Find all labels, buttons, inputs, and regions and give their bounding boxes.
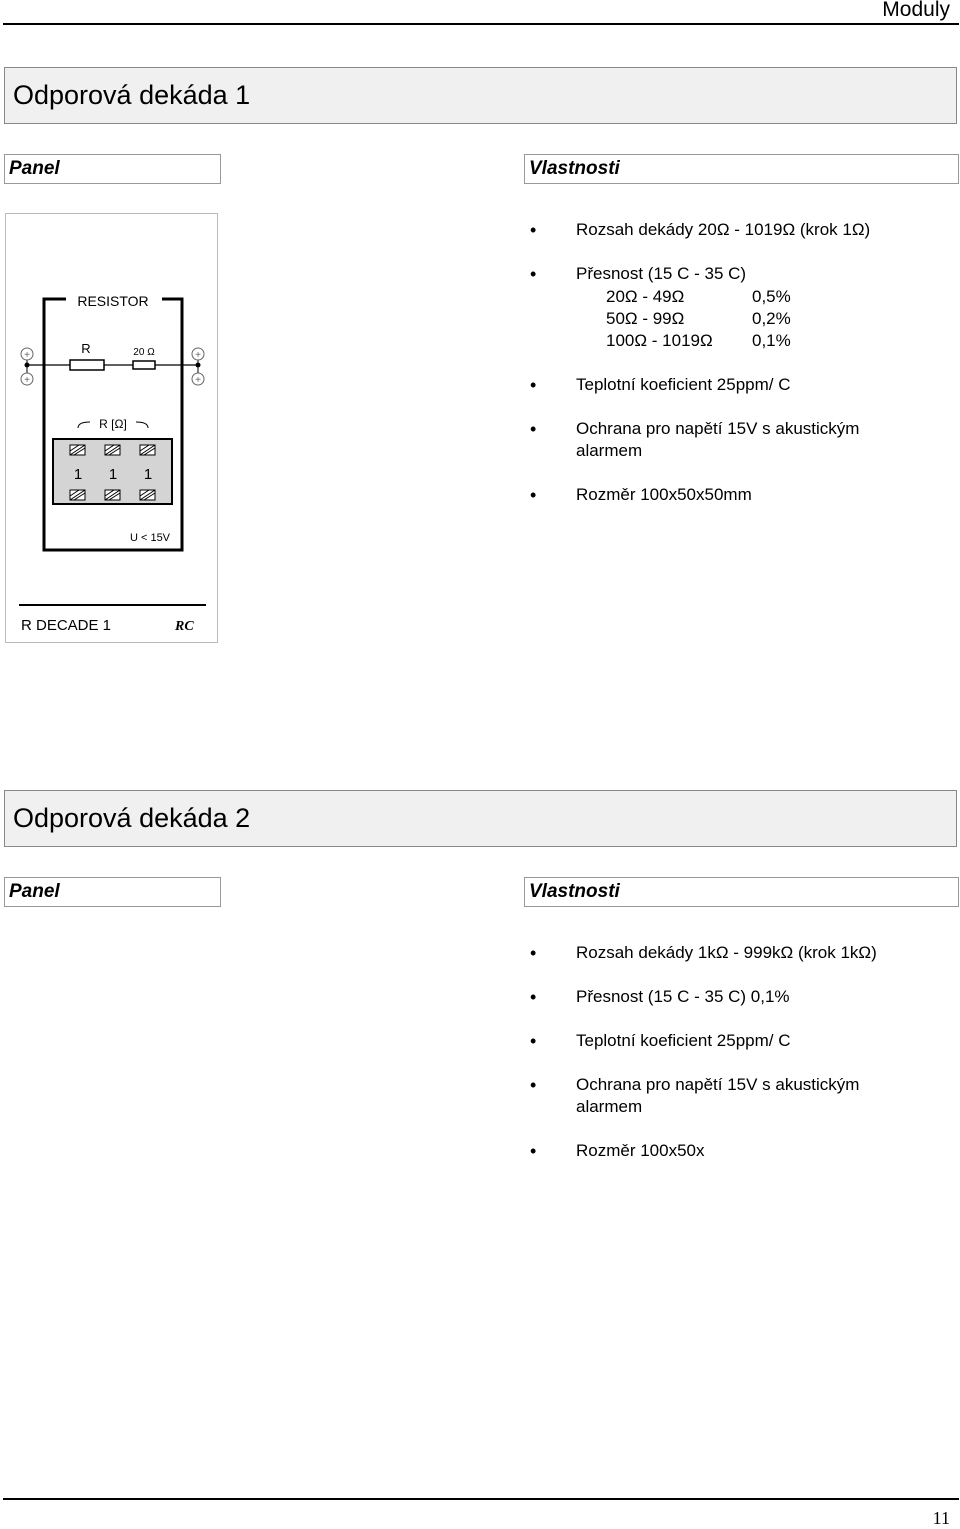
page-number: 11 xyxy=(932,1508,950,1528)
list-item-continuation: alarmem xyxy=(576,1097,643,1116)
accuracy-value: 0,1% xyxy=(752,331,791,350)
panel-title: RESISTOR xyxy=(77,293,149,309)
r-label: R xyxy=(81,341,91,356)
panel-svg xyxy=(6,214,219,644)
digit-hundreds: 1 xyxy=(73,466,83,483)
panel-heading-1: Panel xyxy=(4,154,221,184)
header-rule xyxy=(3,23,959,25)
bullet-icon: • xyxy=(530,264,537,284)
bullet-icon: • xyxy=(530,419,537,439)
list-item-continuation: alarmem xyxy=(576,441,643,460)
module-panel-drawing xyxy=(5,213,218,643)
svg-text:+: + xyxy=(24,350,30,361)
resistor-symbol xyxy=(70,360,104,370)
terminal-left-bottom xyxy=(21,373,33,386)
properties-heading-2: Vlastnosti xyxy=(524,877,959,907)
up-arrow-icon xyxy=(70,445,155,455)
svg-text:+: + xyxy=(195,350,201,361)
bullet-icon: • xyxy=(530,1031,537,1051)
bullet-icon: • xyxy=(530,485,537,505)
accuracy-range: 50Ω - 99Ω xyxy=(606,309,685,328)
bullet-icon: • xyxy=(530,1141,537,1161)
footer-rule xyxy=(3,1498,959,1500)
decade-unit-label: R [Ω] xyxy=(99,417,127,431)
bullet-icon: • xyxy=(530,943,537,963)
resistor-symbol-small xyxy=(133,361,155,369)
accuracy-value: 0,2% xyxy=(752,309,791,328)
accuracy-value: 0,5% xyxy=(752,287,791,306)
accuracy-range: 20Ω - 49Ω xyxy=(606,287,685,306)
bullet-icon: • xyxy=(530,1075,537,1095)
digit-units: 1 xyxy=(143,466,153,483)
panel-heading-2: Panel xyxy=(4,877,221,907)
terminal-right-bottom xyxy=(192,373,204,386)
resistor-value-label: 20 Ω xyxy=(133,347,155,358)
terminal-left-top xyxy=(21,348,33,361)
svg-text:+: + xyxy=(24,375,30,386)
terminal-right-top xyxy=(192,348,204,361)
accuracy-range: 100Ω - 1019Ω xyxy=(606,331,713,350)
digit-tens: 1 xyxy=(108,466,118,483)
svg-text:+: + xyxy=(195,375,201,386)
running-header: Moduly xyxy=(882,0,950,21)
properties-heading-1: Vlastnosti xyxy=(524,154,959,184)
section-title-1: Odporová dekáda 1 xyxy=(4,67,957,124)
section-title-2: Odporová dekáda 2 xyxy=(4,790,957,847)
down-arrow-icon xyxy=(70,490,155,500)
voltage-limit: U < 15V xyxy=(129,532,171,544)
rc-logo: RC xyxy=(175,619,194,634)
bullet-icon: • xyxy=(530,987,537,1007)
bullet-icon: • xyxy=(530,375,537,395)
module-name: R DECADE 1 xyxy=(21,617,112,634)
bullet-icon: • xyxy=(530,220,537,240)
